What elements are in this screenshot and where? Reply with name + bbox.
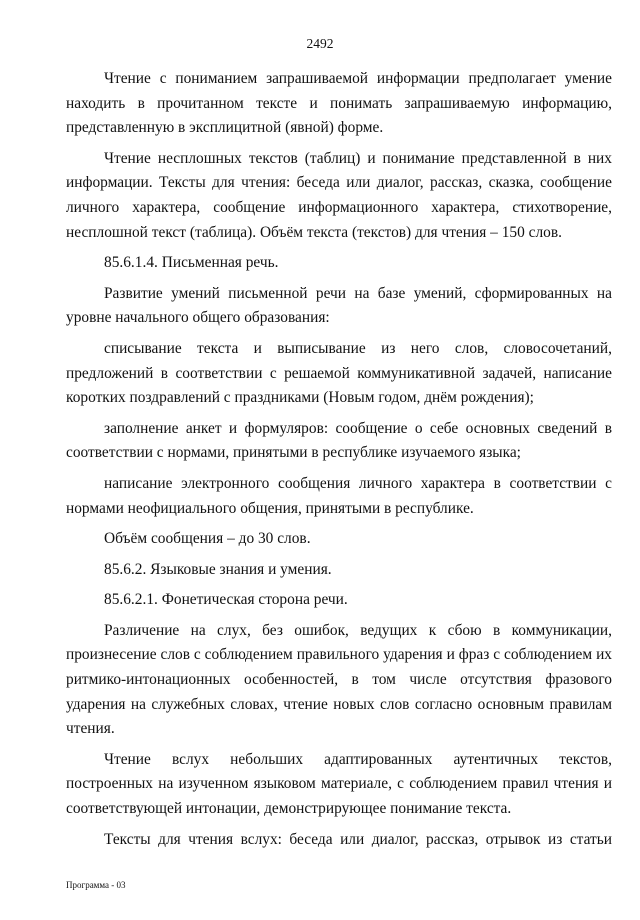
section-heading-phonetics: 85.6.2.1. Фонетическая сторона речи. [104, 591, 348, 609]
paragraph-listening-pronunciation: Различение на слух, без ошибок, ведущих к сбою в коммуникации, произнесение слов с соблюдением правильного ударения и фраз с соблюдением их ритмико-интонационных особенностей, в том числе отсутствия фразового ударения на служебных словах, чтение новых слов согласно основным правилам чтения. [66, 621, 612, 738]
paragraph-reading-requested-info: Чтение с пониманием запрашиваемой информации предполагает умение находить в прочитанном тексте и понимать запрашиваемую информацию, представленную в эксплицитной (явной) форме. [66, 70, 612, 137]
paragraph-message-volume: Объём сообщения – до 30 слов. [104, 530, 311, 548]
page-number: 2492 [306, 36, 334, 51]
list-item-email-message: написание электронного сообщения личного характера в соответствии с нормами неофициального общения, принятыми в республике. [66, 474, 612, 517]
list-item-filling-forms: заполнение анкет и формуляров: сообщение о себе основных сведений в соответствии с нормами, принятыми в республике изучаемого языка; [66, 419, 612, 462]
paragraph-written-skills-intro: Развитие умений письменной речи на базе умений, сформированных на уровне начального общего образования: [66, 284, 612, 327]
document-body [66, 67, 612, 852]
paragraph-reading-aloud: Чтение вслух небольших адаптированных аутентичных текстов, построенных на изученном языковом материале, с соблюдением правил чтения и соответствующей интонации, демонстрирующее понимание текста. [66, 750, 612, 818]
list-item-copying-text: списывание текста и выписывание из него слов, словосочетаний, предложений в соответствии с решаемой коммуникативной задачей, написание коротких поздравлений с праздниками (Новым годом, днём рождения); [66, 339, 612, 407]
section-heading-written-speech: 85.6.1.4. Письменная речь. [104, 254, 279, 272]
section-heading-language-knowledge: 85.6.2. Языковые знания и умения. [104, 560, 332, 578]
paragraph-nonlinear-texts: Чтение несплошных текстов (таблиц) и понимание представленной в них информации. Тексты для чтения: беседа или диалог, рассказ, сказка, сообщение личного характера, сообщение информационного характера, стихотворение, несплошной текст (таблица). Объём текста (текстов) для чтения – 150 слов. [66, 149, 612, 241]
paragraph-texts-for-reading-aloud: Тексты для чтения вслух: беседа или диалог, рассказ, отрывок из статьи [104, 830, 612, 848]
footer-program-label: Программа - 03 [66, 880, 126, 890]
